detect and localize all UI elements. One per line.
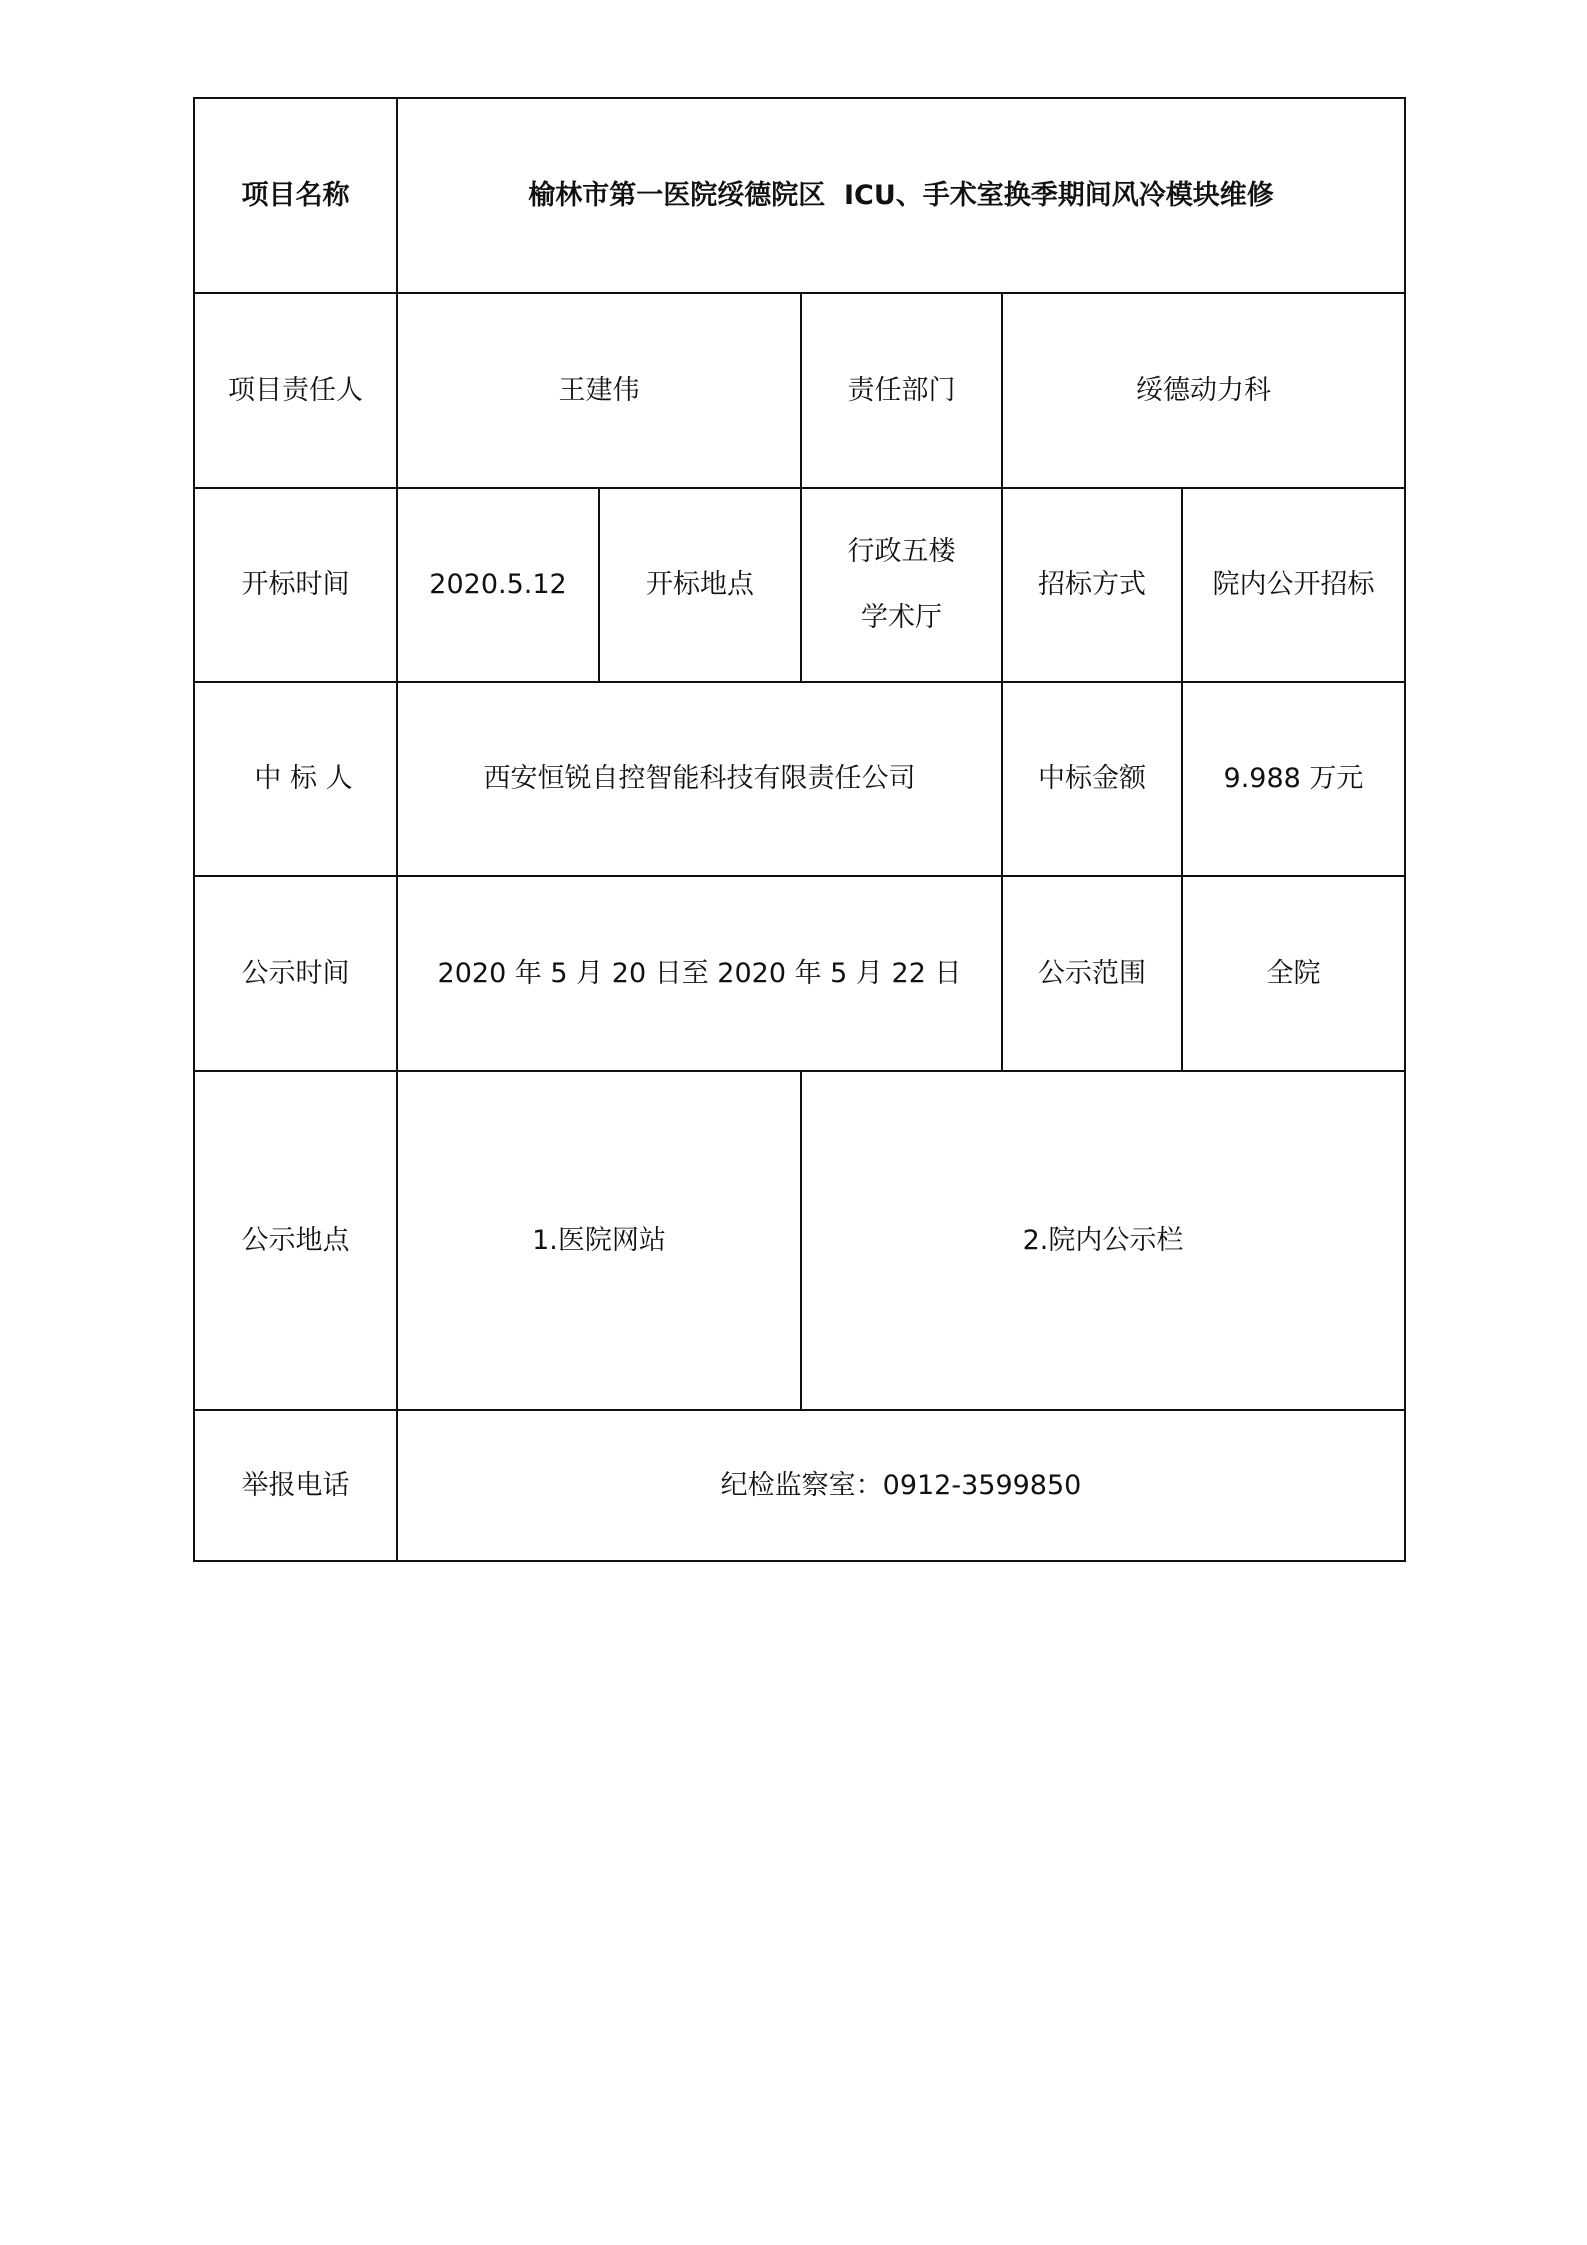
bid-place-label: 开标地点 [646,569,754,600]
publicity-time-label: 公示时间 [241,957,350,989]
winning-amount-value: 9.988 万元 [1223,763,1364,794]
bid-method-label: 招标方式 [1038,569,1146,600]
winning-amount-label: 中标金额 [1038,763,1146,794]
bid-method-value: 院内公开招标 [1212,569,1375,600]
publicity-place-label: 公示地点 [241,1224,350,1256]
publicity-scope-label: 公示范围 [1038,957,1146,989]
publicity-place-1: 1.医院网站 [532,1224,666,1256]
table-border-bottom [193,1560,1406,1562]
publicity-scope-value: 全院 [1266,957,1321,989]
responsible-dept-value: 绥德动力科 [1136,374,1271,406]
publicity-place-2: 2.院内公示栏 [1022,1224,1184,1256]
responsible-person-value: 王建伟 [558,374,640,406]
report-phone-value: 纪检监察室：0912-3599850 [720,1469,1082,1501]
bid-place-value [802,489,1001,681]
winner-value: 西安恒锐自控智能科技有限责任公司 [483,763,916,794]
bid-place-line-1: 行政五楼 [847,536,956,567]
bid-time-label: 开标时间 [241,569,350,600]
report-phone-label: 举报电话 [241,1469,350,1501]
bid-place-line-2: 学术厅 [861,602,942,633]
project-name-value: 榆林市第一医院绥德院区 ICU、手术室换季期间风冷模块维修 [528,179,1274,211]
project-name-label: 项目名称 [241,179,350,211]
winner-label: 中 标 人 [254,763,353,794]
table-border-right [1404,97,1406,1562]
bid-time-value: 2020.5.12 [429,569,567,600]
bid-result-table [193,97,1406,1562]
responsible-person-label: 项目责任人 [228,374,363,406]
responsible-dept-label: 责任部门 [847,374,956,406]
publicity-time-value: 2020 年 5 月 20 日至 2020 年 5 月 22 日 [437,957,962,989]
